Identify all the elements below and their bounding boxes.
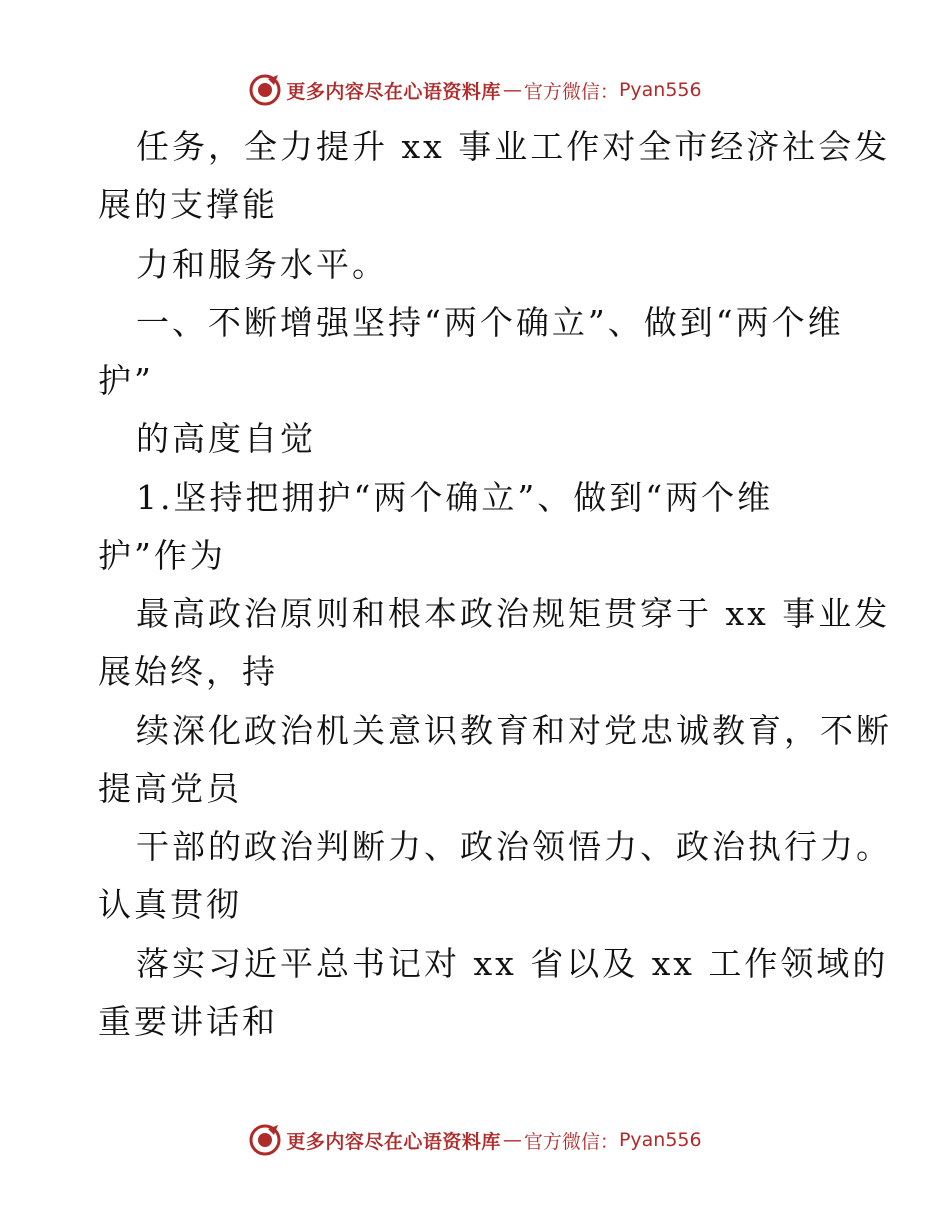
banner-brand-text: 更多内容尽在心语资料库 — [286, 1130, 501, 1153]
brand-logo-icon — [248, 1123, 282, 1157]
banner-dash: — — [502, 79, 522, 101]
text-line-11: 续深化政治机关意识教育和对党忠诚教育，不断 — [136, 711, 892, 750]
text-line-14: 认真贯彻 — [98, 885, 242, 924]
text-line-5: 护” — [98, 361, 154, 400]
text-line-3: 力和服务水平。 — [136, 245, 388, 284]
banner-official-label: 官方微信： — [523, 1130, 619, 1153]
text-line-6: 的高度自觉 — [136, 419, 316, 458]
text-line-13: 干部的政治判断力、政治领悟力、政治执行力。 — [136, 827, 892, 866]
text-line-16: 重要讲话和 — [98, 1002, 278, 1041]
banner-brand-text: 更多内容尽在心语资料库 — [286, 80, 501, 103]
text-line-10: 展始终，持 — [98, 652, 278, 691]
footer-watermark-banner — [0, 1120, 950, 1160]
banner-wechat-id: Pyan556 — [618, 1129, 702, 1151]
text-line-4: 一、不断增强坚持“两个确立”、做到“两个维 — [136, 303, 844, 342]
text-line-15: 落实习近平总书记对 xx 省以及 xx 工作领域的 — [136, 944, 889, 983]
banner-dash: — — [502, 1129, 522, 1151]
text-line-8: 护”作为 — [98, 536, 226, 575]
text-line-1: 任务，全力提升 xx 事业工作对全市经济社会发 — [136, 127, 891, 166]
text-line-2: 展的支撑能 — [98, 185, 278, 224]
header-watermark-banner — [0, 70, 950, 110]
text-line-12: 提高党员 — [98, 769, 242, 808]
banner-wechat-id: Pyan556 — [618, 79, 702, 101]
banner-official-label: 官方微信： — [523, 80, 619, 103]
brand-logo-icon — [248, 73, 282, 107]
text-line-7: 1.坚持把拥护“两个确立”、做到“两个维 — [136, 478, 774, 517]
text-line-9: 最高政治原则和根本政治规矩贯穿于 xx 事业发 — [136, 594, 891, 633]
